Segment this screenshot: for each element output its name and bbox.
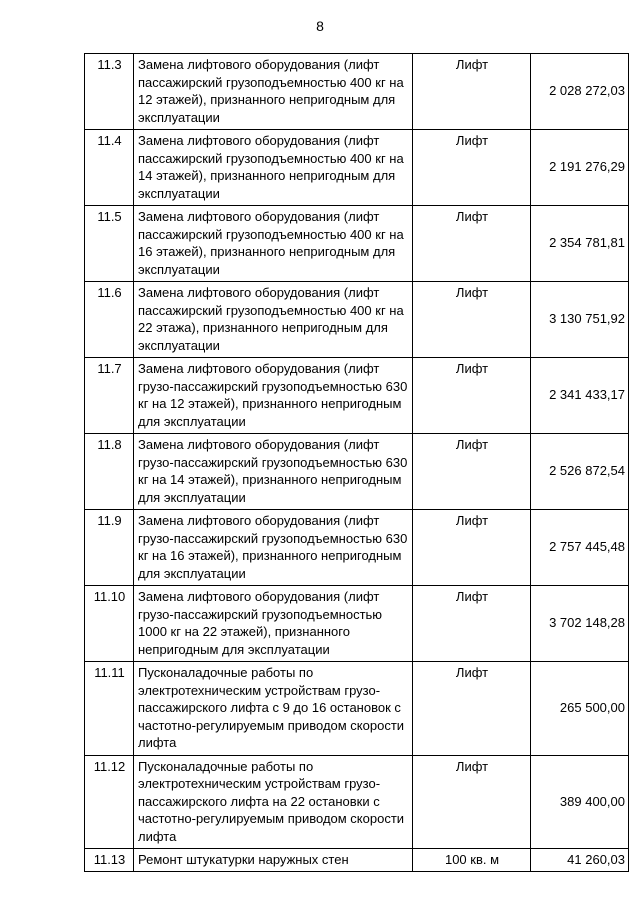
row-number: 11.11 (85, 662, 134, 756)
cost-value: 3 130 751,92 (531, 282, 629, 358)
unit-of-measure: Лифт (413, 54, 531, 130)
work-description: Пусконаладочные работы по электротехническим устройствам грузо-пассажирского лифта с 9 до 16 остановок с частотно-регулируемым приводом скорости лифта (134, 662, 413, 756)
table-row (85, 358, 629, 434)
unit-of-measure: Лифт (413, 206, 531, 282)
unit-of-measure: Лифт (413, 662, 531, 756)
unit-of-measure: Лифт (413, 358, 531, 434)
table-row (85, 282, 629, 358)
cost-value: 2 757 445,48 (531, 510, 629, 586)
unit-of-measure: Лифт (413, 510, 531, 586)
table-row (85, 849, 629, 872)
row-number: 11.3 (85, 54, 134, 130)
work-description: Замена лифтового оборудования (лифт пассажирский грузоподъемностью 400 кг на 12 этажей), признанного непригодным для эксплуатации (134, 54, 413, 130)
row-number: 11.5 (85, 206, 134, 282)
page-number: 8 (316, 18, 324, 34)
unit-of-measure: Лифт (413, 586, 531, 662)
unit-of-measure: 100 кв. м (413, 849, 531, 872)
work-description: Замена лифтового оборудования (лифт пассажирский грузоподъемностью 400 кг на 16 этажей), признанного непригодным для эксплуатации (134, 206, 413, 282)
unit-of-measure: Лифт (413, 282, 531, 358)
row-number: 11.9 (85, 510, 134, 586)
work-description: Ремонт штукатурки наружных стен (134, 849, 413, 872)
cost-value: 3 702 148,28 (531, 586, 629, 662)
unit-of-measure: Лифт (413, 434, 531, 510)
cost-value: 265 500,00 (531, 662, 629, 756)
work-cost-table (84, 53, 629, 872)
work-description: Замена лифтового оборудования (лифт грузо-пассажирский грузоподъемностью 630 кг на 14 этажей), признанного непригодным для эксплуатации (134, 434, 413, 510)
unit-of-measure: Лифт (413, 755, 531, 849)
cost-value: 2 028 272,03 (531, 54, 629, 130)
work-description: Замена лифтового оборудования (лифт грузо-пассажирский грузоподъемностью 630 кг на 12 этажей), признанного непригодным для эксплуатации (134, 358, 413, 434)
cost-value: 2 191 276,29 (531, 130, 629, 206)
work-description: Замена лифтового оборудования (лифт грузо-пассажирский грузоподъемностью 1000 кг на 22 этажей), признанного непригодным для эксплуатации (134, 586, 413, 662)
row-number: 11.7 (85, 358, 134, 434)
row-number: 11.4 (85, 130, 134, 206)
table-row (85, 434, 629, 510)
row-number: 11.6 (85, 282, 134, 358)
table-row (85, 130, 629, 206)
work-description: Замена лифтового оборудования (лифт пассажирский грузоподъемностью 400 кг на 22 этажа), признанного непригодным для эксплуатации (134, 282, 413, 358)
table-row (85, 755, 629, 849)
table-row (85, 662, 629, 756)
cost-value: 2 526 872,54 (531, 434, 629, 510)
cost-value: 2 354 781,81 (531, 206, 629, 282)
work-description: Замена лифтового оборудования (лифт грузо-пассажирский грузоподъемностью 630 кг на 16 этажей), признанного непригодным для эксплуатации (134, 510, 413, 586)
row-number: 11.10 (85, 586, 134, 662)
table-row (85, 206, 629, 282)
table-row (85, 586, 629, 662)
work-description: Пусконаладочные работы по электротехническим устройствам грузо-пассажирского лифта на 22 остановки с частотно-регулируемым приводом скорости лифта (134, 755, 413, 849)
row-number: 11.13 (85, 849, 134, 872)
row-number: 11.8 (85, 434, 134, 510)
cost-value: 2 341 433,17 (531, 358, 629, 434)
table-row (85, 510, 629, 586)
work-description: Замена лифтового оборудования (лифт пассажирский грузоподъемностью 400 кг на 14 этажей), признанного непригодным для эксплуатации (134, 130, 413, 206)
cost-value: 41 260,03 (531, 849, 629, 872)
table-row (85, 54, 629, 130)
cost-value: 389 400,00 (531, 755, 629, 849)
unit-of-measure: Лифт (413, 130, 531, 206)
row-number: 11.12 (85, 755, 134, 849)
